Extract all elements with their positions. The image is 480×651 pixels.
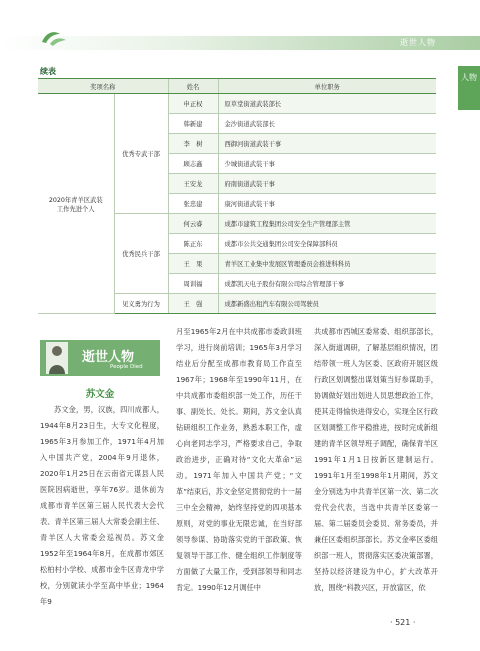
category-cell: 优秀民兵干部 [114, 214, 168, 294]
obituary-banner [40, 340, 160, 376]
obituary-text-col2: 月至1965年2月在中共成都市委政训班学习，进行岗前培训；1965年3月学习结业后分配至成都市教育局工作直至1967年；1968年至1990年11月，在中共成都市委组织部一处工作，历任干事、副处长、处长。期间，苏文金认真钻研组织工作业务，熟悉本职工作，虚心向老同志学习，严格要求自己，争取政治进步，正确对待“文化大革命”运动。1971年加入中国共产党；“文革”结束后，苏文金坚定贯彻党的十一届三中全会精神，始终坚持党的四项基本原则，对党的事业无限忠诚，在当好部领导参谋、协助落实党的干部政策、恢复领导干部工作、健全组织工作制度等方面做了大量工作，受到部领导和同志肯定。1990年12月调任中 [176, 327, 302, 592]
col-header-name: 姓名 [168, 79, 218, 94]
table-caption: 续表 [40, 67, 56, 76]
person-name: 何云睿 [168, 214, 218, 234]
person-name: 张忠建 [168, 194, 218, 214]
person-role: 成都凯天电子股份有限公司综合管理部干事 [218, 274, 436, 294]
person-role: 金沙街道武装部长 [218, 114, 436, 134]
award-name-cell: 2020年青羊区武装工作先进个人 [38, 94, 114, 314]
leaf-logo-icon [40, 28, 68, 48]
category-cell: 优秀专武干部 [114, 94, 168, 214]
person-role: 青羊区工业集中发展区管理委员会推进科科员 [218, 254, 436, 274]
table-row [38, 94, 436, 114]
person-name: 王 果 [168, 254, 218, 274]
person-role: 康河街道武装干事 [218, 194, 436, 214]
obituary-person-name: 苏文金 [85, 389, 115, 400]
person-name: 王安龙 [168, 174, 218, 194]
person-role: 成都市建筑工程集团公司安全生产管理部主管 [218, 214, 436, 234]
person-name: 王 强 [168, 294, 218, 314]
person-role: 西御河街道武装干事 [218, 134, 436, 154]
person-name: 顾志鑫 [168, 154, 218, 174]
obituary-text-col1: 苏文金，男，汉族，四川成都人，1944年8月23日生，大专文化程度，1965年3月参加工作，1971年4月加入中国共产党，2004年9月退休，2020年1月25日在云南省元谋县人民医院因病逝世，享年76岁。退休前为成都市青羊区第三届人民代表大会代表、青羊区第三届人大常委会副主任、青羊区人大常委会巡视员。苏文金1952年至1964年8月，在成都市郊区松柏村小学校、成都市金牛区青龙中学校，分别就读小学至高中毕业；1964年9 [40, 405, 164, 606]
person-role: 成都新盛出租汽车有限公司驾驶员 [218, 294, 436, 314]
col-header-role: 单位职务 [218, 79, 436, 94]
awards-table [38, 78, 436, 314]
table-header-row [38, 79, 436, 94]
category-cell: 见义勇为行为 [114, 294, 168, 314]
col-header-award: 奖项名称 [38, 79, 168, 94]
section-title: 逝世人物 [400, 38, 436, 47]
person-role: 成都市公共交通集团公司安全保障部科员 [218, 234, 436, 254]
person-name: 周训福 [168, 274, 218, 294]
person-name: 韩新建 [168, 114, 218, 134]
page-number: · 521 · [390, 618, 416, 627]
person-role: 少城街道武装干事 [218, 154, 436, 174]
person-role: 原草堂街道武装部长 [218, 94, 436, 114]
person-role: 府南街道武装干事 [218, 174, 436, 194]
obituary-banner-title: 逝世人物 [82, 350, 135, 365]
obituary-text-col3: 共成都市西城区委常委、组织部部长，深入街道调研，了解基层组织情况，团结带领一班人为区委、区政府开展区级行政区划调整出谋划策当好参谋助手，协调做好划出划进人员思想政治工作，使其走得愉快进得安心，实现全区行政区划调整工作平稳推进，按时完成新组建的青羊区领导班子调配，确保青羊区1991年1月1日按新区建制运行。1991年1月至1998年1月期间，苏文金分别选为中共青羊区第一次、第二次党代会代表，当选中共青羊区委第一届、第二届委员会委员、常务委员，并兼任区委组织部部长。苏文金率区委组织部一班人，贯彻落实区委决策部署，坚持以经济建设为中心，扩大改革开放，围绕“科教兴区，开放富区，依 [314, 327, 438, 592]
portrait-figure-icon [46, 342, 68, 374]
person-name: 申正权 [168, 94, 218, 114]
side-tab-people: 人物 [458, 66, 480, 110]
person-name: 陈正东 [168, 234, 218, 254]
obituary-banner-subtitle: People Died [110, 364, 143, 370]
person-name: 李 树 [168, 134, 218, 154]
